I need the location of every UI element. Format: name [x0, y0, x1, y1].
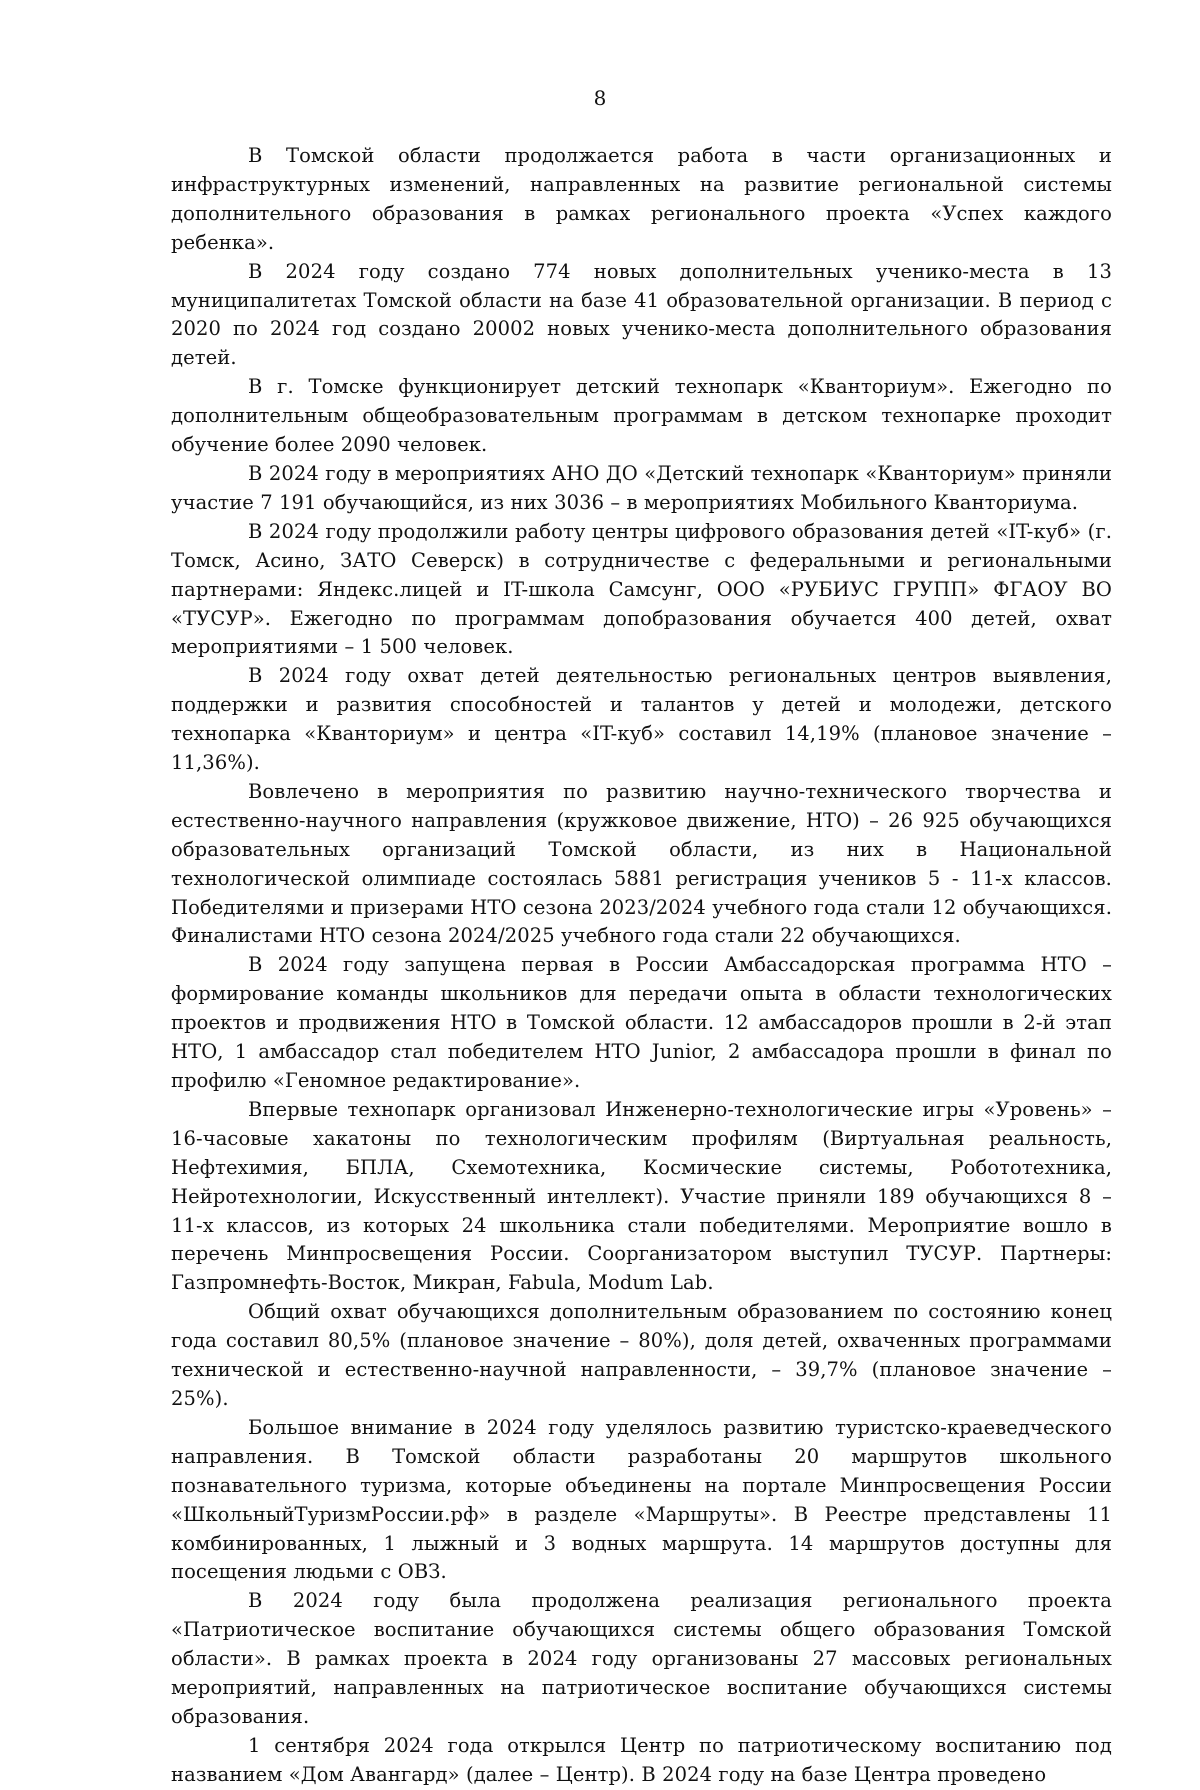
document-body	[171, 142, 1112, 1790]
paragraph-dom-avangard: 1 сентября 2024 года открылся Центр по патриотическому воспитанию под названием «Дом Авангард» (далее – Центр). В 2024 году на базе Центра проведено	[171, 1733, 1112, 1786]
paragraph-it-cube-centers: В 2024 году продолжили работу центры цифрового образования детей «IT-куб» (г. Томск, Асино, ЗАТО Северск) в сотрудничестве с федеральными и региональными партнерами: Яндекс.лицей и IT-школа Самсунг, ООО «РУБИУС ГРУПП» ФГАОУ ВО «ТУСУР». Ежегодно по программам допобразования обучается 400 детей, охват мероприятиями – 1 500 человек.	[171, 519, 1112, 659]
paragraph-school-tourism: Большое внимание в 2024 году уделялось развитию туристско-краеведческого направления. В Томской области разработаны 20 маршрутов школьного познавательного туризма, которые объединены на портале Минпросвещения России «ШкольныйТуризмРоссии.рф» в разделе «Маршруты». В Реестре представлены 11 комбинированных, 1 лыжный и 3 водных маршрута. 14 маршрутов доступны для посещения людьми с ОВЗ.	[171, 1415, 1112, 1584]
paragraph-total-coverage: Общий охват обучающихся дополнительным образованием по состоянию конец года составил 80,5% (плановое значение – 80%), доля детей, охваченных программами технической и естественно-научной направленности, – 39,7% (плановое значение – 25%).	[171, 1300, 1112, 1410]
paragraph-ambassador-program: В 2024 году запущена первая в России Амбассадорская программа НТО – формирование команды школьников для передачи опыта в области технологических проектов и продвижения НТО в Томской области. 12 амбассадоров прошли в 2-й этап НТО, 1 амбассадор стал победителем НТО Junior, 2 амбассадора прошли в финал по профилю «Геномное редактирование».	[171, 953, 1112, 1092]
paragraph-new-student-places: В 2024 году создано 774 новых дополнительных ученико-места в 13 муниципалитетах Томской области на базе 41 образовательной организации. В период с 2020 по 2024 год создано 20002 новых ученико-места дополнительного образования детей.	[171, 259, 1112, 370]
page-number: 8	[593, 86, 607, 110]
paragraph-talent-centers-coverage: В 2024 году охват детей деятельностью региональных центров выявления, поддержки и развития способностей и талантов у детей и молодежи, детского технопарка «Кванториум» и центра «IT-куб» составил 14,19% (плановое значение – 11,36%).	[171, 664, 1112, 775]
paragraph-level-games: Впервые технопарк организовал Инженерно-технологические игры «Уровень» – 16-часовые хакатоны по технологическим профилям (Виртуальная реальность, Нефтехимия, БПЛА, Схемотехника, Космические системы, Робототехника, Нейротехнологии, Искусственный интеллект). Участие приняли 189 обучающихся 8 – 11-х классов, из которых 24 школьника стали победителями. Мероприятие вошло в перечень Минпросвещения России. Соорганизатором выступил ТУСУР. Партнеры: Газпромнефть-Восток, Микран, Fabula, Modum Lab.	[171, 1097, 1112, 1295]
paragraph-nto-olympiad: Вовлечено в мероприятия по развитию научно-технического творчества и естественно-научного направления (кружковое движение, НТО) – 26 925 обучающихся образовательных организаций Томской области, из них в Национальной технологической олимпиаде состоялась 5881 регистрация учеников 5 - 11-х классов. Победителями и призерами НТО сезона 2023/2024 учебного года стали 12 обучающихся. Финалистами НТО сезона 2024/2025 учебного года стали 22 обучающихся.	[171, 779, 1112, 948]
paragraph-kvantorium-technopark: В г. Томске функционирует детский технопарк «Кванториум». Ежегодно по дополнительным общеобразовательным программам в детском технопарке проходит обучение более 2090 человек.	[171, 375, 1112, 457]
paragraph-additional-education-system: В Томской области продолжается работа в части организационных и инфраструктурных изменений, направленных на развитие региональной системы дополнительного образования в рамках регионального проекта «Успех каждого ребенка».	[171, 144, 1112, 254]
paragraph-kvantorium-events: В 2024 году в мероприятиях АНО ДО «Детский технопарк «Кванториум» приняли участие 7 191 обучающийся, из них 3036 – в мероприятиях Мобильного Кванториума.	[171, 461, 1112, 514]
paragraph-patriotic-education: В 2024 году была продолжена реализация регионального проекта «Патриотическое воспитание обучающихся системы общего образования Томской области». В рамках проекта в 2024 году организованы 27 массовых региональных мероприятий, направленных на патриотическое воспитание обучающихся системы образования.	[171, 1589, 1112, 1728]
